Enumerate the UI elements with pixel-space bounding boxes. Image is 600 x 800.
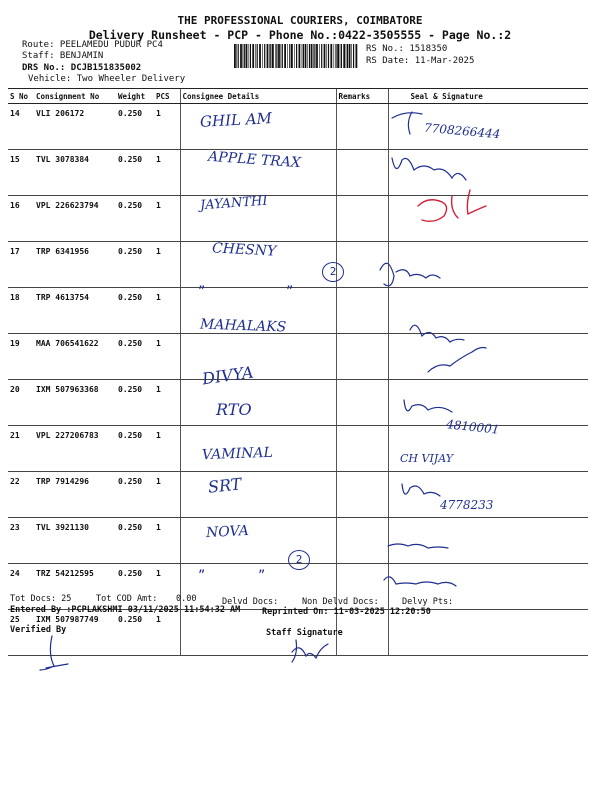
consignee-handwriting-14: GHIL AM <box>199 109 273 131</box>
cell-pcs: 1 <box>154 564 180 610</box>
signature-number-21: 4810001 <box>445 417 501 437</box>
cell-weight: 0.250 <box>116 288 154 334</box>
scribble-14 <box>392 112 422 134</box>
cell-pcs: 1 <box>154 104 180 150</box>
consignee-handwriting-15: APPLE TRAX <box>207 148 302 172</box>
drs-label-text: DRS No.: <box>22 63 66 73</box>
cell-weight: 0.250 <box>116 518 154 564</box>
cell-consignment: TVL 3078384 <box>34 150 116 196</box>
cell-sno: 20 <box>8 380 34 426</box>
scribble-verified <box>40 636 68 670</box>
circled-number-25: 2 <box>288 550 310 570</box>
cell-weight: 0.250 <box>116 242 154 288</box>
consignee-handwriting-21: RTO <box>216 400 252 419</box>
cell-weight: 0.250 <box>116 564 154 610</box>
cell-pcs: 1 <box>154 426 180 472</box>
cell-sno: 19 <box>8 334 34 380</box>
cell-weight: 0.250 <box>116 610 154 656</box>
col-consignee: Consignee Details <box>180 89 336 104</box>
cell-consignment: TRZ 54212595 <box>34 564 116 610</box>
staff-signature-label: Staff Signature <box>266 628 343 638</box>
reprinted-on: Reprinted On: 11-03-2025 12:20:50 <box>262 607 431 617</box>
cell-sno: 23 <box>8 518 34 564</box>
cell-consignment: TRP 4613754 <box>34 288 116 334</box>
scribble-19 <box>410 325 464 342</box>
total-docs: Tot Docs: 25 <box>10 594 72 604</box>
scribble-18 <box>380 263 440 286</box>
cell-sno: 25 <box>8 610 34 656</box>
scribble-20 <box>428 348 486 373</box>
consignee-handwriting-17: CHESNY <box>211 240 277 260</box>
cell-weight: 0.250 <box>116 196 154 242</box>
rs-number: RS No.: 1518350 <box>366 44 448 54</box>
consignee-handwriting-22: VAMINAL <box>201 444 274 464</box>
company-name: THE PROFESSIONAL COURIERS, COIMBATORE <box>177 14 423 27</box>
col-signature: Seal & Signature <box>388 89 588 104</box>
staff-label: Staff: BENJAMIN <box>22 51 104 61</box>
cell-sno: 15 <box>8 150 34 196</box>
cell-sno: 14 <box>8 104 34 150</box>
ditto-mark-25a: ” <box>198 568 206 582</box>
cell-consignment: VLI 206172 <box>34 104 116 150</box>
entered-by: Entered By :PCPLAKSHMI 03/11/2025 11:54:32 AM <box>10 605 241 615</box>
cell-weight: 0.250 <box>116 104 154 150</box>
circled-number-18: 2 <box>322 262 344 282</box>
cell-weight: 0.250 <box>116 380 154 426</box>
cell-pcs: 1 <box>154 518 180 564</box>
scribble-25 <box>384 577 456 586</box>
runsheet-title: Delivery Runsheet - PCP - Phone No.:0422-3505555 - Page No.:2 <box>88 28 512 42</box>
col-consignment: Consignment No <box>34 89 116 104</box>
signature-text-22: CH VIJAY <box>400 452 453 465</box>
cell-consignment: TRP 7914296 <box>34 472 116 518</box>
cell-consignment: MAA 706541622 <box>34 334 116 380</box>
consignee-handwriting-20: DIVYA <box>200 362 255 389</box>
signature-number-14: 7708266444 <box>423 120 501 142</box>
route-label: Route: PEELAMEDU PUDUR PC4 <box>22 40 163 50</box>
consignee-handwriting-19: MAHALAKS <box>199 316 287 336</box>
vehicle-label: Vehicle: Two Wheeler Delivery <box>28 74 186 84</box>
rs-date: RS Date: 11-Mar-2025 <box>366 56 475 66</box>
cell-weight: 0.250 <box>116 150 154 196</box>
delivered-docs: Delvd Docs: <box>222 597 279 607</box>
cell-pcs: 1 <box>154 472 180 518</box>
cell-consignment: IXM 507963368 <box>34 380 116 426</box>
drs-number: DCJB151835002 <box>70 63 142 73</box>
cell-consignment: IXM 507987749 <box>34 610 116 656</box>
scribble-21 <box>404 400 452 412</box>
ditto-mark-18a: ” <box>198 284 206 298</box>
delivery-points: Delvy Pts: <box>402 597 454 607</box>
col-remarks: Remarks <box>336 89 388 104</box>
total-cod-value: 0.00 <box>176 594 197 604</box>
consignee-handwriting-16: JAYANTHI <box>199 193 269 214</box>
cell-sno: 16 <box>8 196 34 242</box>
cell-pcs: 1 <box>154 380 180 426</box>
cell-weight: 0.250 <box>116 426 154 472</box>
cell-pcs: 1 <box>154 196 180 242</box>
total-cod-label: Tot COD Amt: <box>96 594 158 604</box>
signature-number-23: 4778233 <box>440 498 494 512</box>
consignee-handwriting-24: NOVA <box>205 522 250 542</box>
cell-pcs: 1 <box>154 334 180 380</box>
scribble-23 <box>402 484 440 496</box>
col-weight: Weight <box>116 89 154 104</box>
verified-by-label: Verified By <box>10 625 67 635</box>
cell-consignment: VPL 227206783 <box>34 426 116 472</box>
cell-sno: 22 <box>8 472 34 518</box>
ditto-mark-18b: ” <box>286 284 294 298</box>
cell-consignment: TVL 3921130 <box>34 518 116 564</box>
col-pcs: PCS <box>154 89 180 104</box>
cell-sno: 21 <box>8 426 34 472</box>
cell-sno: 17 <box>8 242 34 288</box>
cell-consignment: TRP 6341956 <box>34 242 116 288</box>
cell-sno: 18 <box>8 288 34 334</box>
cell-consignment: VPL 226623794 <box>34 196 116 242</box>
cell-pcs: 1 <box>154 288 180 334</box>
cell-weight: 0.250 <box>116 472 154 518</box>
cell-weight: 0.250 <box>116 334 154 380</box>
red-scribble-16 <box>418 190 486 221</box>
scribble-staff <box>292 640 328 662</box>
cell-sno: 24 <box>8 564 34 610</box>
col-sno: S No <box>8 89 34 104</box>
non-delivered-docs: Non Delvd Docs: <box>302 597 379 607</box>
ditto-mark-25b: ” <box>258 568 266 582</box>
consignee-handwriting-23: SRT <box>207 474 243 497</box>
cell-pcs: 1 <box>154 150 180 196</box>
cell-pcs: 1 <box>154 610 180 656</box>
scribble-15 <box>392 158 466 180</box>
cell-pcs: 1 <box>154 242 180 288</box>
scribble-24 <box>388 544 448 548</box>
